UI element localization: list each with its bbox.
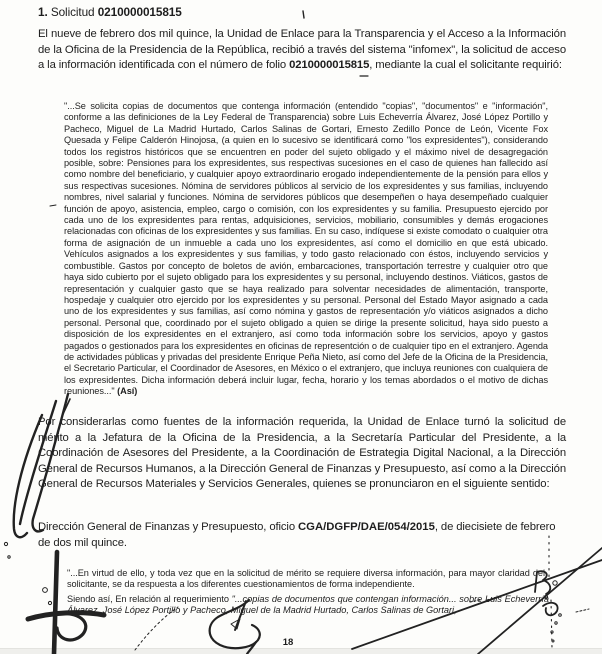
intro-text-end: , mediante la cual el solicitante requirió:: [369, 59, 562, 71]
office-reference-line: [38, 520, 566, 551]
office-oficio-number: CGA/DGFP/DAE/054/2015: [298, 521, 435, 533]
intro-text: El nueve de febrero dos mil quince, la Unidad de Enlace para la Transparencia y el Acceso a la Información de la Oficina de la Presidencia de la República, recibió a través del sistema "infomex", la solicitud de acceso a la información identificada con el número de folio: [38, 28, 566, 71]
response-2-quote: "...copias de documentos que contengan información... sobre Luis Echeverría Álvarez, José López Portillo y Pacheco, Miguel de la Madrid Hurtado, Carlos Salinas de Gortari,: [67, 594, 550, 616]
office-text-end: , de diecisiete de febrero de dos mil quince.: [38, 521, 556, 549]
request-quote-attribution: (Así): [117, 386, 138, 397]
heading-number: 1.: [38, 5, 48, 19]
routing-paragraph: Por considerarlas como fuentes de la información requerida, la Unidad de Enlace turnó la solicitud de mérito a la Jefatura de la Oficina de la Presidencia, a la Secretaría Particular del Presidente, a la Coordinación de Asesores del Presidente, a la Coordinación de Estrategia Digital Nacional, a la Dirección General de Recursos Humanos, a la Dirección General de Finanzas y Presupuesto, así como a la Dirección General de Recursos Materiales y Servicios Generales, quienes se pronunciaron en el siguiente sentido:: [38, 416, 566, 490]
response-paragraph-1: "...En virtud de ello, y toda vez que en la solicitud de mérito se requiere diversa información, para mayor claridad del solicitante, se da respuesta a los diferentes cuestionamientos de forma independiente.: [67, 568, 545, 590]
response-paragraph-2: [67, 594, 549, 617]
heading-folio: 0210000015815: [97, 5, 182, 19]
heading-label: Solicitud: [50, 5, 95, 19]
request-quote-text: "...Se solicita copias de documentos que contenga información (entendido "copias", "documentos" e "información", conforme a las definiciones de la Ley Federal de Transparencia) sobre Luis Echeverría Álvarez, José López Portillo y Pacheco, Miguel de La Madrid Hurtado, Carlos Salinas de Gortari, Ernesto Zedillo Ponce de León, Vicente Fox Quesada y Felipe Calderón Hinojosa, (a quien en lo sucesivo se identificará como "los expresidentes"), considerando todos los registros históricos que se encuentren en poder del sujeto obligado y el máximo nivel de desagregación posible, sobre: Pensiones para los expresidentes, sus respectivas sucesiones en el caso de quienes han fallecido así como nombre del beneficiario, y cualquier apoyo extraordinario erogado independientemente de la pensión para ellos y sus respectivas sucesiones. Nómina de servidores públicos al servicio de los expresidentes y sus familias, incluyendo nombres, nivel salarial y funciones. Nómina de servidores públicos que desempeñen o haya desempeñado cualquier función de apoyo, asistencia, empleo, cargo o comisión, con los expresidentes y su familia. Presupuesto ejercido por cada uno de los expresidentes para rentas, adquisiciones, servicios, mobiliario, consumibles y demás erogaciones relacionadas con oficinas de los expresidentes y sus familias. En su caso, indíquese si existe comodato o cualquier otra forma de asignación de un inmueble a cada uno los expresidentes, así como el domicilio en que está ubicado. Vehículos asignados a los expresidentes y sus familias, y todo gasto relacionado con éstos, incluyendo servicios y combustible. Gastos por concepto de boletos de avión, embarcaciones, transportación terrestre y cualquier otro que haya sido cubierto por el sujeto obligado para los expresidentes y su personal, incluyendo destinos. Viáticos, gastos de representación y cualquier gasto que se haya realizado para solventar necesidades de alimentación, transporte, hospedaje y cualquier otro ejercido por los expresidentes y su personal. Personal del Estado Mayor asignado a cada uno de los expresidentes y sus familias, así como nómina y gastos de representación y/o viáticos asignados a dicho personal. Personal que, coordinado por el sujeto obligado a quien se dirige la presente solicitud, haya sido puesto a disposición de los expresidentes en el extranjero, así como toda información sobre los servicios, apoyo y gastos pagados o gestionados para los expresidentes en oficinas de representción o de cualquier tipo en el extranjero. Agenda de actividades públicas y privadas del presidente Enrique Peña Nieto, así como del Jefe de la Oficina de la Presidencia, el Secretario Particular, el Coordinador de Asesores, en México o el extranjero, que incluya reuniones con cualquiera de los expresidentes. Dicha información deberá incluir lugar, fecha, horario y los temas abordados o el motivo de dichas reuniones...": [64, 101, 548, 397]
scan-edge-shadow: [0, 648, 602, 654]
section-heading: [38, 5, 182, 19]
office-text: Dirección General de Finanzas y Presupuesto, oficio: [38, 521, 298, 533]
intro-folio: 0210000015815: [289, 59, 370, 71]
intro-paragraph: [38, 27, 566, 74]
request-quote: [64, 101, 548, 398]
response-2-intro: Siendo así, En relación al requerimiento: [67, 594, 232, 604]
page-number: 18: [282, 637, 294, 648]
